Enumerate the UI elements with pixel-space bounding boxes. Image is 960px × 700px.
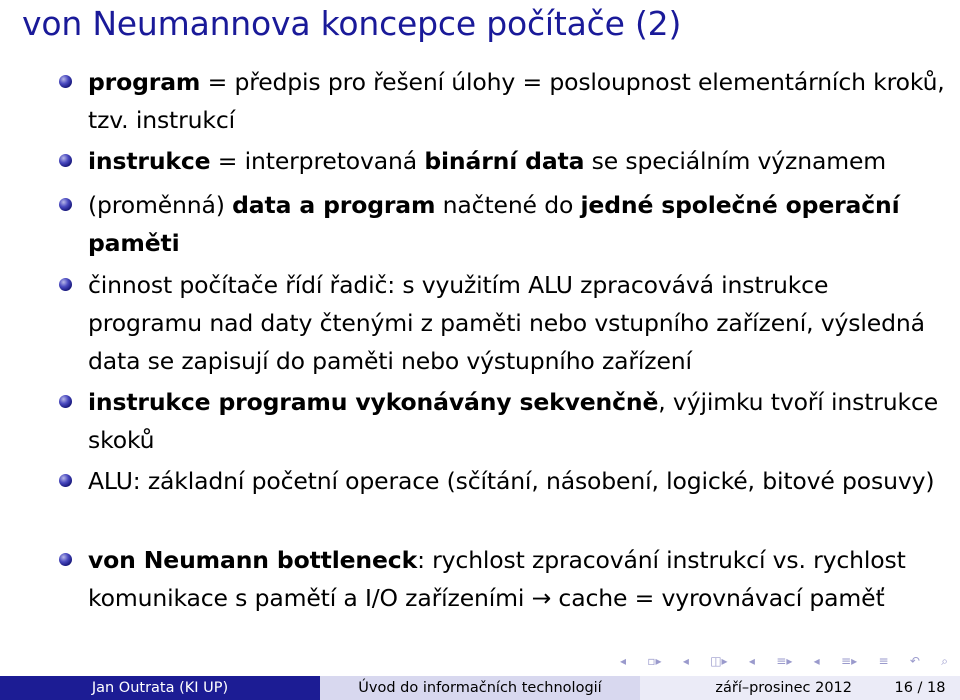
list-item	[88, 142, 948, 180]
bold-text: program	[88, 68, 201, 96]
footer-info	[640, 676, 960, 700]
page-number: 16 / 18	[894, 680, 946, 696]
nav-next-frame-icon[interactable]: ▫▸	[647, 654, 662, 668]
plain-text: : rychlost zpracování instrukcí vs. rychlost komunikace s pamětí a I/O zařízeními → cache = vyrovnávací paměť	[88, 546, 906, 612]
plain-text: načtené do	[435, 191, 581, 219]
footer-author: Jan Outrata (KI UP)	[0, 676, 320, 700]
footer-date: září–prosinec 2012	[715, 680, 852, 696]
list-item	[88, 186, 948, 262]
bold-text: jedné společné operační paměti	[88, 191, 900, 257]
slide-title: von Neumannova koncepce počítače (2)	[22, 4, 682, 43]
nav-prev-frame-icon[interactable]: ◂	[620, 654, 627, 668]
nav-prev-section-icon[interactable]: ◂	[748, 654, 755, 668]
list-item-text	[88, 186, 948, 262]
list-item	[88, 63, 948, 139]
list-item	[88, 383, 948, 459]
nav-next-subsection-icon[interactable]: ≡▸	[841, 654, 858, 668]
footer-course: Úvod do informačních technologií	[320, 676, 640, 700]
list-item	[88, 541, 948, 617]
plain-text: , výjimku tvoří instrukce skoků	[88, 388, 939, 454]
bold-text: data a program	[232, 191, 436, 219]
plain-text: se speciálním významem	[584, 147, 887, 175]
bold-text: instrukce programu vykonávány sekvenčně	[88, 388, 659, 416]
nav-search-icon[interactable]: ⌕	[941, 653, 948, 668]
list-item-text: činnost počítače řídí řadič: s využitím ALU zpracovává instrukce programu nad daty čtenými z paměti nebo vstupního zařízení, výsledná data se zapisují do paměti nebo výstupního zařízení	[88, 271, 925, 375]
list-item-text	[88, 63, 948, 139]
list-item-text	[88, 541, 948, 617]
list-item-text	[88, 142, 948, 180]
nav-toc-icon[interactable]: ≡	[878, 654, 889, 668]
nav-next-section-icon[interactable]: ≡▸	[776, 654, 793, 668]
list-item	[88, 462, 948, 500]
list-item-text: ALU: základní početní operace (sčítání, násobení, logické, bitové posuvy)	[88, 467, 935, 495]
bullet-icon	[59, 395, 72, 408]
plain-text: = interpretovaná	[210, 147, 425, 175]
bold-text: instrukce	[88, 147, 211, 175]
plain-text: (proměnná)	[88, 191, 233, 219]
nav-back-icon[interactable]: ↶	[909, 654, 920, 668]
bullet-icon	[59, 198, 72, 211]
bullet-icon	[59, 553, 72, 566]
bullet-icon	[59, 154, 72, 167]
footer-bar	[0, 676, 960, 700]
bullet-icon	[59, 75, 72, 88]
plain-text: = předpis pro řešení úlohy = posloupnost elementárních kroků, tzv. instrukcí	[88, 68, 945, 134]
nav-prev-subsection-icon[interactable]: ◂	[813, 654, 820, 668]
list-item	[88, 266, 948, 380]
navigation-bar	[620, 651, 948, 671]
bold-text: von Neumann bottleneck	[88, 546, 418, 574]
bold-text: binární data	[424, 147, 585, 175]
bullet-icon	[59, 474, 72, 487]
nav-next-slide-icon[interactable]: ◫▸	[710, 654, 728, 668]
nav-prev-slide-icon[interactable]: ◂	[682, 654, 689, 668]
bullet-icon	[59, 278, 72, 291]
list-item-text	[88, 383, 948, 459]
